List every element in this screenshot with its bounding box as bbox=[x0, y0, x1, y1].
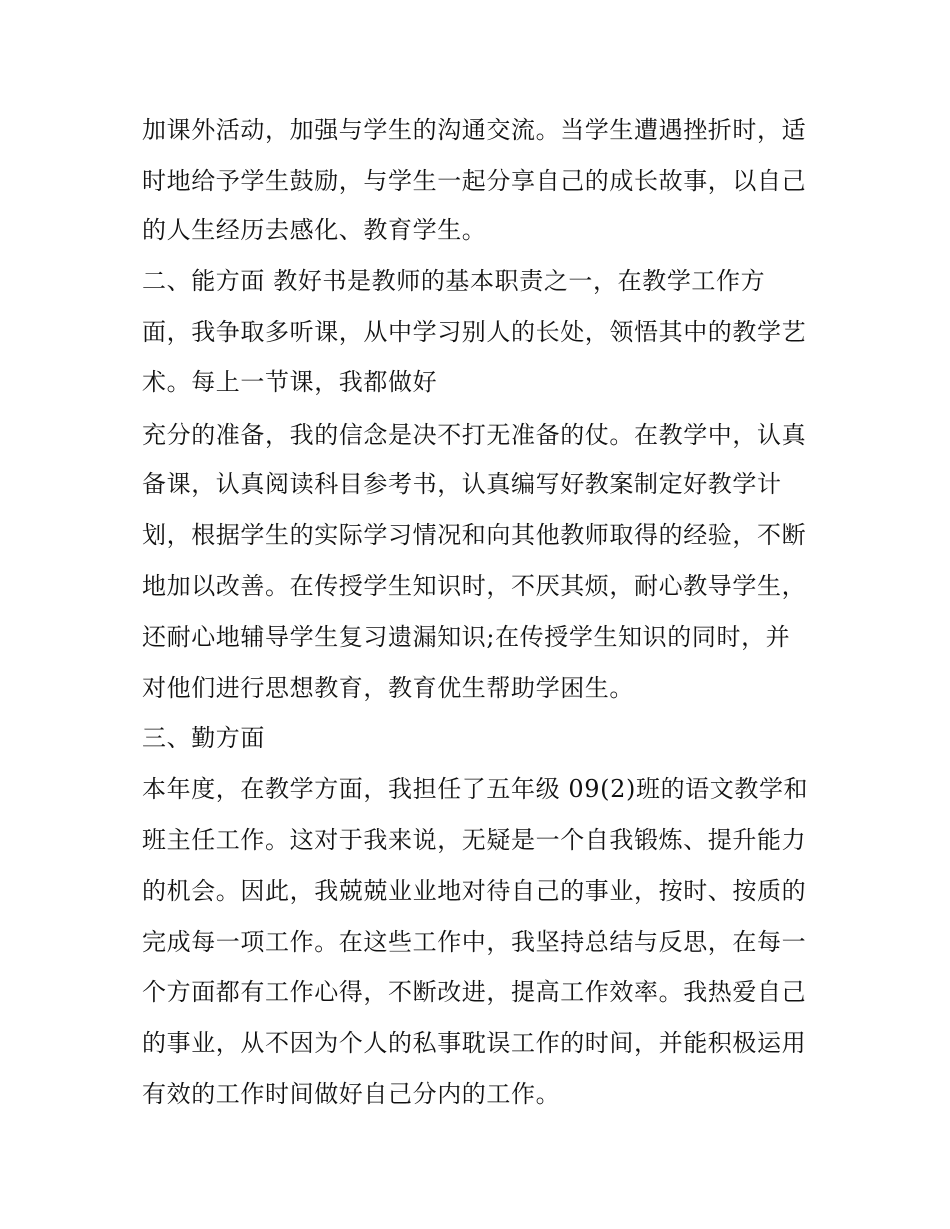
text-line: 完成每一项工作。在这些工作中，我坚持总结与反思，在每一 bbox=[142, 928, 807, 956]
text-line: 充分的准备，我的信念是决不打无准备的仗。在教学中，认真 bbox=[142, 421, 807, 449]
text-line: 划，根据学生的实际学习情况和向其他教师取得的经验，不断 bbox=[142, 521, 807, 549]
text-line: 对他们进行思想教育，教育优生帮助学困生。 bbox=[142, 674, 634, 702]
text-line: 术。每上一节课，我都做好 bbox=[142, 368, 438, 396]
text-line: 的事业，从不因为个人的私事耽误工作的时间，并能积极运用 bbox=[142, 1029, 807, 1057]
section-heading-diligence: 三、勤方面 bbox=[142, 724, 265, 752]
text-line: 的机会。因此，我兢兢业业地对待自己的事业，按时、按质的 bbox=[142, 877, 807, 905]
text-line: 地加以改善。在传授学生知识时，不厌其烦，耐心教导学生， bbox=[142, 572, 807, 600]
section-heading-ability: 二、能方面 教好书是教师的基本职责之一，在教学工作方 bbox=[142, 267, 766, 295]
text-line: 个方面都有工作心得，不断改进，提高工作效率。我热爱自己 bbox=[142, 978, 807, 1006]
text-line: 时地给予学生鼓励，与学生一起分享自己的成长故事，以自己 bbox=[142, 167, 807, 195]
text-line: 班主任工作。这对于我来说，无疑是一个自我锻炼、提升能力 bbox=[142, 826, 807, 854]
text-line: 有效的工作时间做好自己分内的工作。 bbox=[142, 1080, 561, 1108]
text-line: 还耐心地辅导学生复习遗漏知识;在传授学生知识的同时，并 bbox=[142, 623, 791, 651]
text-line: 备课，认真阅读科目参考书，认真编写好教案制定好教学计 bbox=[142, 470, 782, 498]
text-line: 加课外活动，加强与学生的沟通交流。当学生遭遇挫折时，适 bbox=[142, 116, 807, 144]
text-line: 的人生经历去感化、教育学生。 bbox=[142, 216, 487, 244]
text-line: 面，我争取多听课，从中学习别人的长处，领悟其中的教学艺 bbox=[142, 318, 807, 346]
text-line: 本年度，在教学方面，我担任了五年级 09(2)班的语文教学和 bbox=[142, 775, 809, 803]
